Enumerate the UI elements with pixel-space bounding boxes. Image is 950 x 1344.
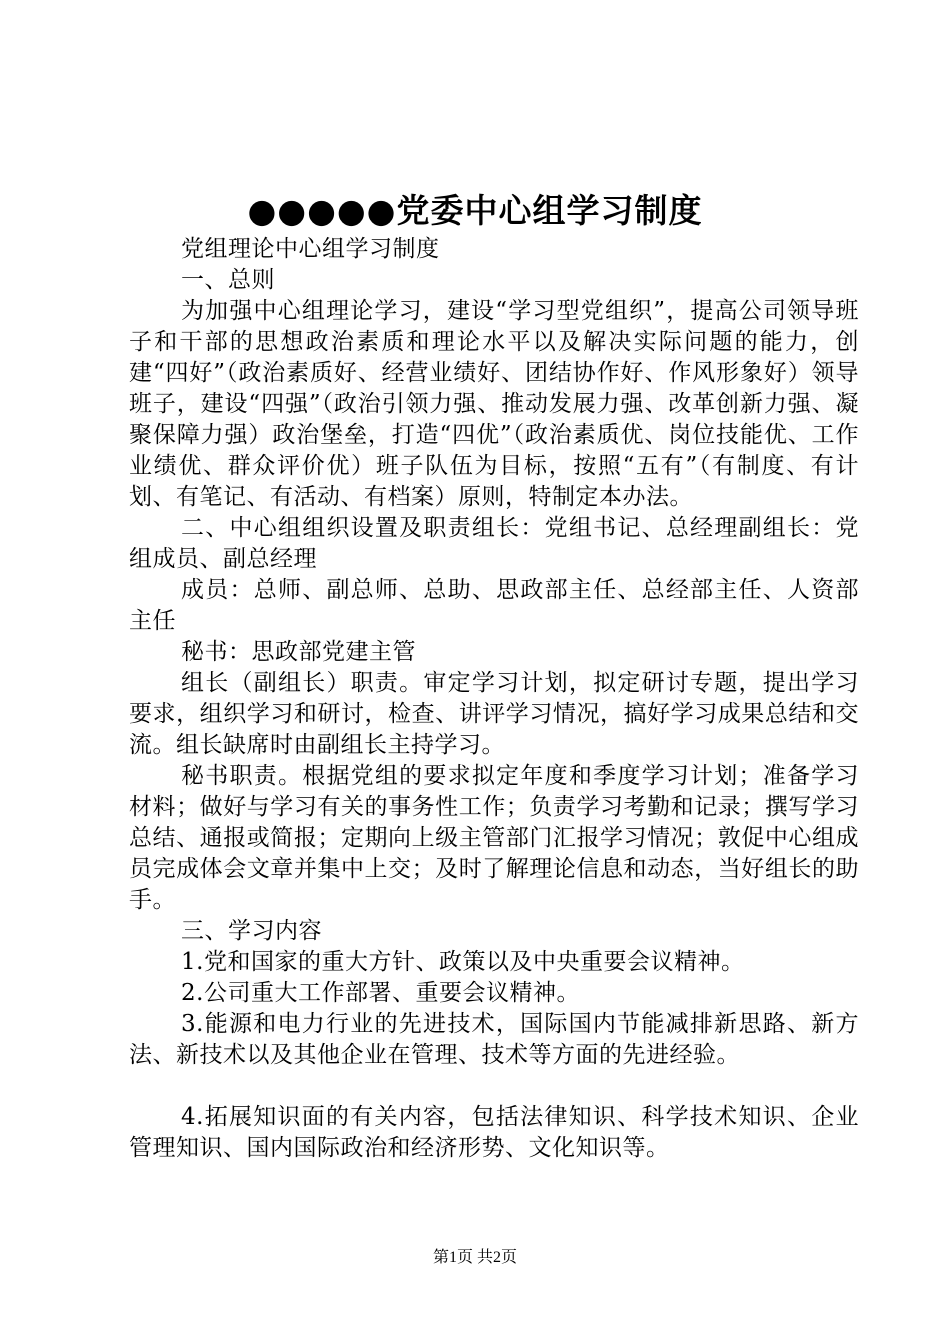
list-item-3: 3.能源和电力行业的先进技术，国际国内节能减排新思路、新方法、新技术以及其他企业在管理、技术等方面的先进经验。: [129, 1011, 859, 1068]
page-footer: 第1页 共2页: [432, 1249, 517, 1266]
paragraph-purpose: 为加强中心组理论学习，建设“学习型党组织”，提高公司领导班子和干部的思想政治素质和理论水平以及解决实际问题的能力，创建“四好”（政治素质好、经营业绩好、团结协作好、作风形象好）领导班子，建设“四强”（政治引领力强、推动发展力强、改革创新力强、凝聚保障力强）政治堡垒，打造“四优”（政治素质优、岗位技能优、工作业绩优、群众评价优）班子队伍为目标，按照“五有”（有制度、有计划、有笔记、有活动、有档案）原则，特制定本办法。: [129, 298, 859, 510]
paragraph-secretary-duties: 秘书职责。根据党组的要求拟定年度和季度学习计划；准备学习材料；做好与学习有关的事务性工作；负责学习考勤和记录；撰写学习总结、通报或简报；定期向上级主管部门汇报学习情况；敦促中心组成员完成体会文章并集中上交；及时了解理论信息和动态，当好组长的助手。: [129, 763, 859, 913]
list-item-4: 4.拓展知识面的有关内容，包括法律知识、科学技术知识、企业管理知识、国内国际政治和经济形势、文化知识等。: [129, 1104, 859, 1161]
document-body: [129, 234, 859, 1164]
document-title: ●●●●●党委中心组学习制度: [247, 191, 703, 230]
paragraph-members: 成员：总师、副总师、总助、思政部主任、总经部主任、人资部主任: [129, 577, 859, 634]
section-heading-organization: 二、中心组组织设置及职责组长：党组书记、总经理副组长：党组成员、副总经理: [129, 515, 859, 572]
paragraph-leader-duties: 组长（副组长）职责。审定学习计划，拟定研讨专题，提出学习要求，组织学习和研讨，检查、讲评学习情况，搞好学习成果总结和交流。组长缺席时由副组长主持学习。: [129, 670, 859, 758]
paragraph-secretary: 秘书：思政部党建主管: [181, 639, 416, 665]
section-heading-content: 三、学习内容: [181, 918, 322, 944]
section-heading-general: 一、总则: [181, 267, 275, 293]
list-item-1: 1.党和国家的重大方针、政策以及中央重要会议精神。: [181, 949, 745, 975]
list-item-2: 2.公司重大工作部署、重要会议精神。: [181, 980, 580, 1006]
paragraph-subtitle: 党组理论中心组学习制度: [181, 236, 440, 262]
